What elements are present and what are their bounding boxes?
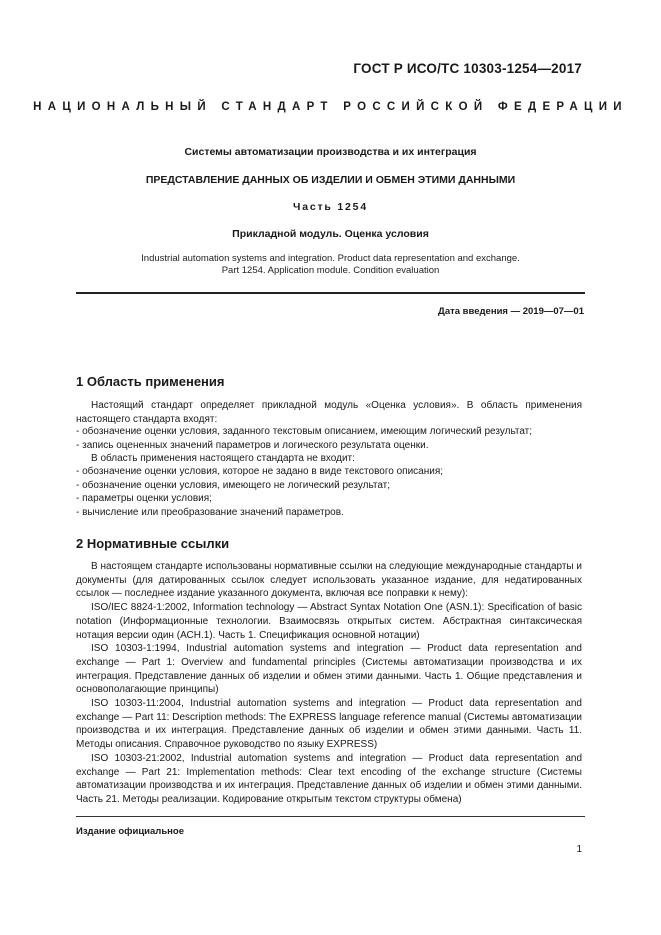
in-scope-list (76, 425, 582, 452)
section-2-heading: 2 Нормативные ссылки (76, 536, 230, 551)
title-divider (76, 292, 585, 294)
title-series: Системы автоматизации производства и их интеграция (184, 146, 477, 158)
standard-number: ГОСТ Р ИСО/ТС 10303-1254—2017 (353, 61, 582, 76)
english-title-line2: Part 1254. Application module. Condition evaluation (221, 265, 440, 276)
references-intro: В настоящем стандарте использованы нормативные ссылки на следующие международные стандарты и документы (для датированных ссылок следует использовать указанное издание, для недатированных ссылок — последнее издание указанного документа, включая все поправки к нему): (76, 561, 582, 600)
section-1-intro: Настоящий стандарт определяет прикладной модуль «Оценка условия». В область применения настоящего стандарта входят: (76, 400, 582, 425)
section-1-heading: 1 Область применения (76, 374, 225, 389)
reference-item: ISO/IEC 8824-1:2002, Information technology — Abstract Syntax Notation One (ASN.1): Specification of basic notation (Информационные технологии. Взаимосвязь открытых систем. Абстрактная синтаксическая нотация версии один (АСН.1). Часть 1. Спецификация основной нотации) (76, 602, 582, 641)
list-item: - обозначение оценки условия, которое не задано в виде текстового описания; (76, 466, 444, 477)
english-title-line1: Industrial automation systems and integration. Product data representation and exchange. (141, 253, 520, 264)
list-item: - параметры оценки условия; (76, 493, 212, 505)
reference-item: ISO 10303-11:2004, Industrial automation systems and integration — Product data representation and exchange — Part 11: Description methods: The EXPRESS language reference manual (Системы автоматизации производства и их интеграция. Представление данных об изделии и обмен этими данными. Часть 11. Методы описания. Справочное руководство по языку EXPRESS) (76, 698, 582, 751)
normative-references (76, 560, 582, 807)
edition-label: Издание официальное (76, 826, 184, 837)
title-main: ПРЕДСТАВЛЕНИЕ ДАННЫХ ОБ ИЗДЕЛИИ И ОБМЕН ЭТИМИ ДАННЫМИ (145, 174, 516, 186)
list-item: - вычисление или преобразование значений параметров. (76, 507, 344, 519)
list-item: - запись оцененных значений параметров и логического результата оценки. (76, 439, 429, 451)
list-item: - обозначение оценки условия, имеющего не логический результат; (76, 479, 391, 491)
out-of-scope-intro: В область применения настоящего стандарта не входит: (91, 453, 355, 464)
page-number: 1 (576, 844, 582, 855)
reference-item: ISO 10303-21:2002, Industrial automation systems and integration — Product data representation and exchange — Part 21: Implementation methods: Clear text encoding of the exchange structure (Системы автоматизации производства и их интеграция. Представление данных об изделии и обмен этими данными. Часть 21. Методы реализации. Кодирование открытым текстом структуры обмена) (76, 752, 582, 805)
title-part: Часть 1254 (293, 201, 368, 213)
footer-divider (76, 816, 585, 817)
list-item: - обозначение оценки условия, заданного текстовым описанием, имеющим логический результат; (76, 426, 533, 437)
effective-date: Дата введения — 2019—07—01 (438, 306, 584, 317)
title-module: Прикладной модуль. Оценка условия (232, 228, 429, 240)
national-standard-banner: НАЦИОНАЛЬНЫЙ СТАНДАРТ РОССИЙСКОЙ ФЕДЕРАЦИИ (33, 101, 628, 113)
reference-item: ISO 10303-1:1994, Industrial automation systems and integration — Product data representation and exchange — Part 1: Overview and fundamental principles (Системы автоматизации производства и их интеграция. Представление данных об изделии и обмен этими данными. Часть 1. Общие представления и основополагающие принципы) (76, 643, 582, 696)
out-of-scope-list (76, 465, 582, 520)
